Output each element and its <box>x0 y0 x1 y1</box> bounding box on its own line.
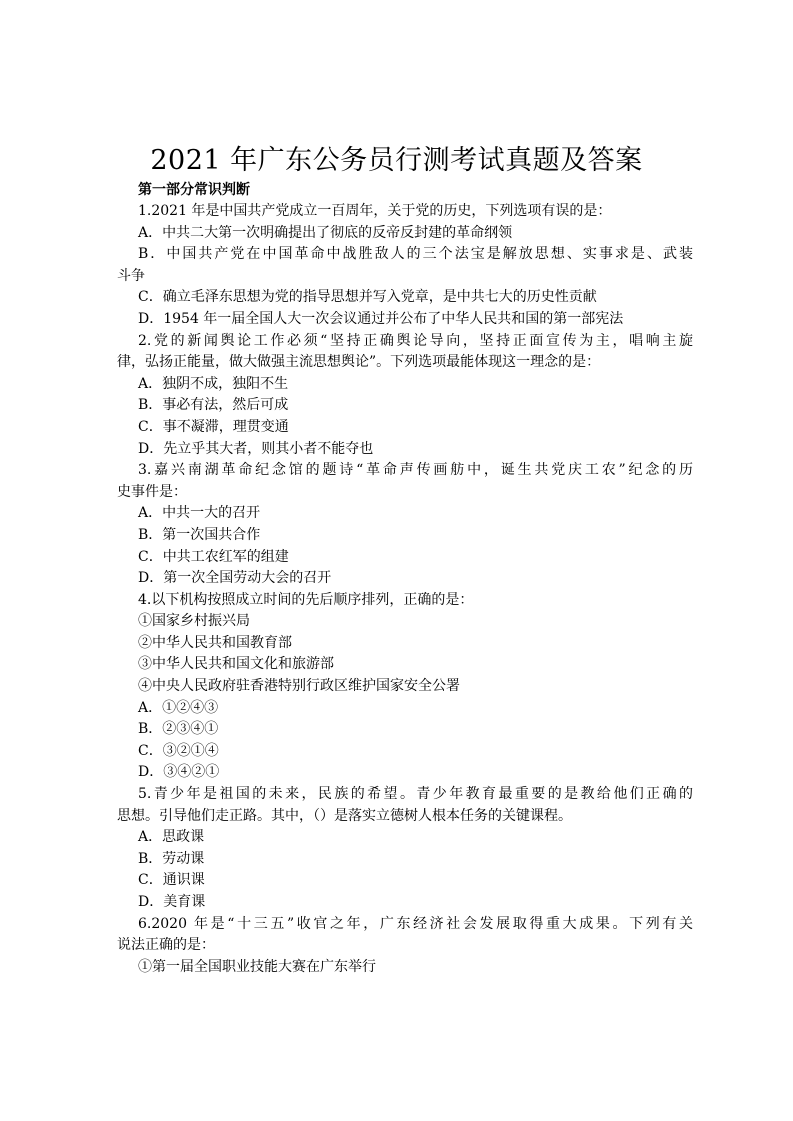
option-line: C．事不凝滞，理贯变通 <box>138 418 289 435</box>
option-line: A．中共一大的召开 <box>138 505 261 522</box>
option-line: D．第一次全国劳动大会的召开 <box>138 570 332 587</box>
option-line: D．③④②① <box>138 764 220 781</box>
continuation-line: 斗争 <box>117 267 145 284</box>
option-line: C．③②①④ <box>138 742 219 759</box>
option-line: B．事必有法，然后可成 <box>138 397 289 414</box>
option-line: ③中华人民共和国文化和旅游部 <box>138 656 334 673</box>
question-line: 4.以下机构按照成立时间的先后顺序排列，正确的是： <box>138 591 474 608</box>
option-line: C．中共工农红军的组建 <box>138 548 289 565</box>
option-line: D．1954 年一届全国人大一次会议通过并公布了中华人民共和国的第一部宪法 <box>138 310 624 327</box>
option-line: D．美育课 <box>138 894 206 910</box>
continuation-line: 律，弘扬正能量，做大做强主流思想舆论”。下列选项最能体现这一理念的是： <box>117 354 601 371</box>
option-line: D．先立乎其大者，则其小者不能夺也 <box>138 440 374 457</box>
continuation-line: 说法正确的是： <box>117 937 215 954</box>
option-line: ④中央人民政府驻香港特别行政区维护国家安全公署 <box>138 678 460 695</box>
option-line: A．①②④③ <box>138 699 219 716</box>
option-line: C．确立毛泽东思想为党的指导思想并写入党章，是中共七大的历史性贡献 <box>138 289 597 306</box>
option-line: B．第一次国共合作 <box>138 526 261 543</box>
continuation-line: 思想。引导他们走正路。其中，（）是落实立德树人根本任务的关键课程。 <box>117 807 572 824</box>
option-line: C．通识课 <box>138 872 205 889</box>
option-line: B．中国共产党在中国革命中战胜敌人的三个法宝是解放思想、实事求是、武装 <box>138 246 693 263</box>
option-line: A．中共二大第一次明确提出了彻底的反帝反封建的革命纲领 <box>138 224 513 241</box>
option-line: B．劳动课 <box>138 850 205 867</box>
option-line: A．独阴不成，独阳不生 <box>138 375 289 392</box>
document-title: 2021 年广东公务员行测考试真题及答案 <box>150 145 643 176</box>
option-line: ①第一届全国职业技能大赛在广东举行 <box>138 958 376 975</box>
question-line: 3.嘉兴南湖革命纪念馆的题诗“革命声传画舫中，诞生共党庆工农”纪念的历 <box>138 462 693 479</box>
document-body <box>117 201 693 978</box>
section-heading: 第一部分常识判断 <box>138 182 250 198</box>
question-line: 2.党的新闻舆论工作必须“坚持正确舆论导向，坚持正面宣传为主，唱响主旋 <box>138 332 693 349</box>
question-line: 1.2021 年是中国共产党成立一百周年，关于党的历史，下列选项有误的是： <box>138 203 612 219</box>
option-line: A．思政课 <box>138 829 205 846</box>
option-line: ②中华人民共和国教育部 <box>138 634 292 651</box>
question-line: 6.2020 年是“十三五”收官之年，广东经济社会发展取得重大成果。下列有关 <box>138 915 693 932</box>
option-line: ①国家乡村振兴局 <box>138 613 250 630</box>
question-line: 5.青少年是祖国的未来，民族的希望。青少年教育最重要的是教给他们正确的 <box>138 786 693 803</box>
option-line: B．②③④① <box>138 721 219 738</box>
continuation-line: 史事件是： <box>117 483 187 500</box>
